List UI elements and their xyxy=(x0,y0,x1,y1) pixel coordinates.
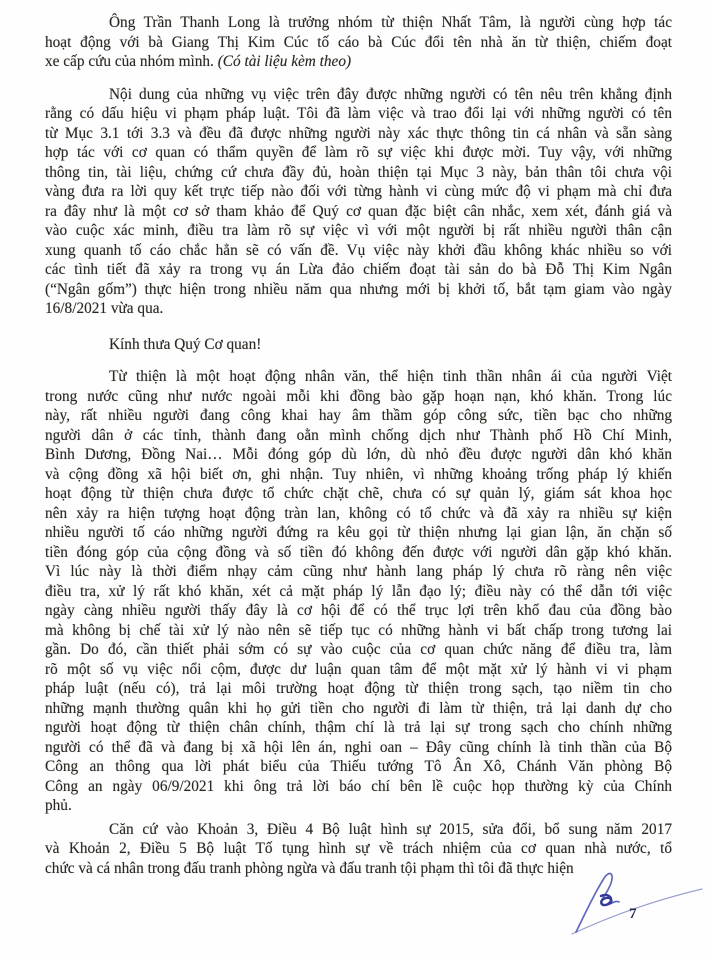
text-line: pháp luật (nếu có), trả lại môi trường hoạt động từ thiện trong sạch, tạo niềm tin cho xyxy=(45,680,672,697)
text-segment: xe cấp cứu của nhóm mình. xyxy=(45,53,218,70)
text-line: hợp tác với cơ quan có thẩm quyền để làm rõ sự việc khi được mời. Tuy vậy, với những xyxy=(45,144,672,161)
paragraph-tu-thien-nhan-van xyxy=(45,367,672,816)
text-line: điều tra, xử lý rất khó khăn, xét cả mặt pháp lý lẫn đạo lý; điều này có thể dẫn tới việc xyxy=(45,582,672,600)
text-line: Từ thiện là một hoạt động nhân văn, thể hiện tinh thần nhân ái của người Việt xyxy=(109,368,672,385)
text-line: Ông Trần Thanh Long là trưởng nhóm từ thiện Nhất Tâm, là người cùng hợp tác xyxy=(109,14,672,31)
text-line: Công an thông qua lời phát biểu của Thiếu tướng Tô Ân Xô, Chánh Văn phòng Bộ xyxy=(45,758,672,775)
text-line: người có thể đã và đang bị xã hội lên án, nghi oan – Đây cũng chính là tinh thần của Bộ xyxy=(45,738,672,756)
text-line: Công an ngày 06/9/2021 khi ông trả lời báo chí bên lề cuộc họp thường kỳ của Chính xyxy=(45,777,672,795)
text-line: xung quanh tố cáo chắc hẳn sẽ có vấn đề. Vụ việc này khởi đầu không khác nhiều so với xyxy=(45,241,672,259)
text-line: phủ. xyxy=(45,797,72,814)
paragraph-noi-dung-vu-viec xyxy=(45,85,672,319)
text-line: nên xảy ra hiện tượng hoạt động tràn lan, không có tổ chức và đã xảy ra nhiều sự kiện xyxy=(45,504,672,522)
text-line: hoạt động với bà Giang Thị Kim Cúc tố cáo bà Cúc đổi tên nhà ăn từ thiện, chiếm đoạt xyxy=(45,33,672,51)
text-line: và cộng đồng xã hội biết ơn, ghi nhận. Tuy nhiên, vì những khoảng trống pháp lý khiến xyxy=(45,465,672,483)
text-line: nhiều người tố cáo những người đứng ra kêu gọi từ thiện nhưng lại gian lận, ăn chặn số xyxy=(45,524,672,541)
text-line: Căn cứ vào Khoản 3, Điều 4 Bộ luật hình sự 2015, sửa đổi, bổ sung năm 2017 xyxy=(109,820,672,838)
text-line: mà không bị chế tài xử lý nào nên sẽ tiếp tục có những hành vi bất chấp trong tương lai xyxy=(45,621,672,639)
text-line: Vì lúc này là thời điểm nhạy cảm cũng như hành lang pháp lý chưa rõ ràng nên việc xyxy=(45,563,672,580)
text-line: các tình tiết đã xảy ra trong vụ án Lừa đảo chiếm đoạt tài sản do bà Đỗ Thị Kim Ngân xyxy=(45,261,672,278)
text-line: vàng đưa ra lời quy kết trực tiếp nào đối với từng hành vi cùng mức độ vi phạm mà chỉ đưa xyxy=(45,183,672,200)
text-line: rằng có dấu hiệu vi phạm pháp luật. Tôi đã làm việc và trao đổi lại với những người có tên xyxy=(45,105,672,122)
paragraph-salutation xyxy=(45,335,672,355)
text-line: người dân ở các tỉnh, thành đang oằn mình chống dịch như Thành phố Hồ Chí Minh, xyxy=(45,426,672,444)
text-line: ngày càng nhiều người thấy đây là cơ hội để có thể trục lợi trên khổ đau của đồng bào xyxy=(45,602,672,619)
text-line: hoạt động từ thiện chưa được tổ chức chặt chẽ, chưa có sự quản lý, giám sát khoa học xyxy=(45,485,672,502)
text-line: này, rất nhiều người đang công khai hay âm thầm góp công sức, tiền bạc cho những xyxy=(45,407,672,424)
paragraph-to-cao-tran-thanh-long xyxy=(45,13,672,72)
text-line: trong nước cũng như nước ngoài mỗi khi đồng bào gặp hoạn nạn, khó khăn. Trong lúc xyxy=(45,387,672,405)
text-line: 16/8/2021 vừa qua. xyxy=(45,300,164,317)
italic-text-segment: (Có tài liệu kèm theo) xyxy=(217,53,352,70)
document-body xyxy=(45,13,672,878)
text-line: Kính thưa Quý Cơ quan! xyxy=(109,335,262,353)
text-line: ra đây như là một cơ sở tham khảo để Quý cơ quan đặc biệt cân nhắc, xem xét, đánh giá và xyxy=(45,202,672,220)
text-line: và Khoản 2, Điều 5 Bộ luật Tố tụng hình sự về trách nhiệm của cơ quan nhà nước, tổ xyxy=(45,840,672,857)
text-line: (“Ngân gốm”) thực hiện trong nhiều năm qua nhưng mới bị khởi tố, bắt tạm giam vào ngày xyxy=(45,280,672,298)
text-line: những mạnh thường quân khi họ gửi tiền cho người đi làm từ thiện, trả lại danh dự cho xyxy=(45,699,672,717)
text-line: rõ một số vụ việc nổi cộm, được dư luận quan tâm để một mặt xử lý hành vi vi phạm xyxy=(45,660,672,678)
text-line: Nội dung của những vụ việc trên đây được những người có tên nêu trên khẳng định xyxy=(109,85,672,103)
text-line: chức và cá nhân trong đấu tranh phòng ngừa và đấu tranh tội phạm thì tôi đã thực hiện xyxy=(45,859,574,877)
text-line: thông tin, tài liệu, chứng cứ chưa đầy đủ, hoàn thiện tại Mục 3 này, bản thân tôi chưa vội xyxy=(45,163,672,181)
text-line: vào cuộc xác minh, điều tra làm rõ sự việc vì với một người bị rất nhiều người thân cận xyxy=(45,222,672,239)
text-line xyxy=(45,52,672,72)
text-line: từ Mục 3.1 tới 3.3 và đều đã được những người này xác thực thông tin cá nhân và sẵn sàng xyxy=(45,124,672,142)
text-line: người hoạt động từ thiện chân chính, thậm chí là trả lại sự trong sạch cho chính những xyxy=(45,719,672,736)
text-line: Bình Dương, Đồng Nai… Mỗi đóng góp dù lớn, dù nhỏ đều được người dân khó khăn xyxy=(45,446,672,463)
text-line: tiền đóng góp của cộng đồng và số tiền đó không đến được với người dân gặp khó khăn. xyxy=(45,543,672,561)
text-line: gần. Do đó, cần thiết phải sớm có sự vào cuộc của cơ quan chức năng để điều tra, làm xyxy=(45,641,672,658)
page-number: 7 xyxy=(629,906,637,922)
